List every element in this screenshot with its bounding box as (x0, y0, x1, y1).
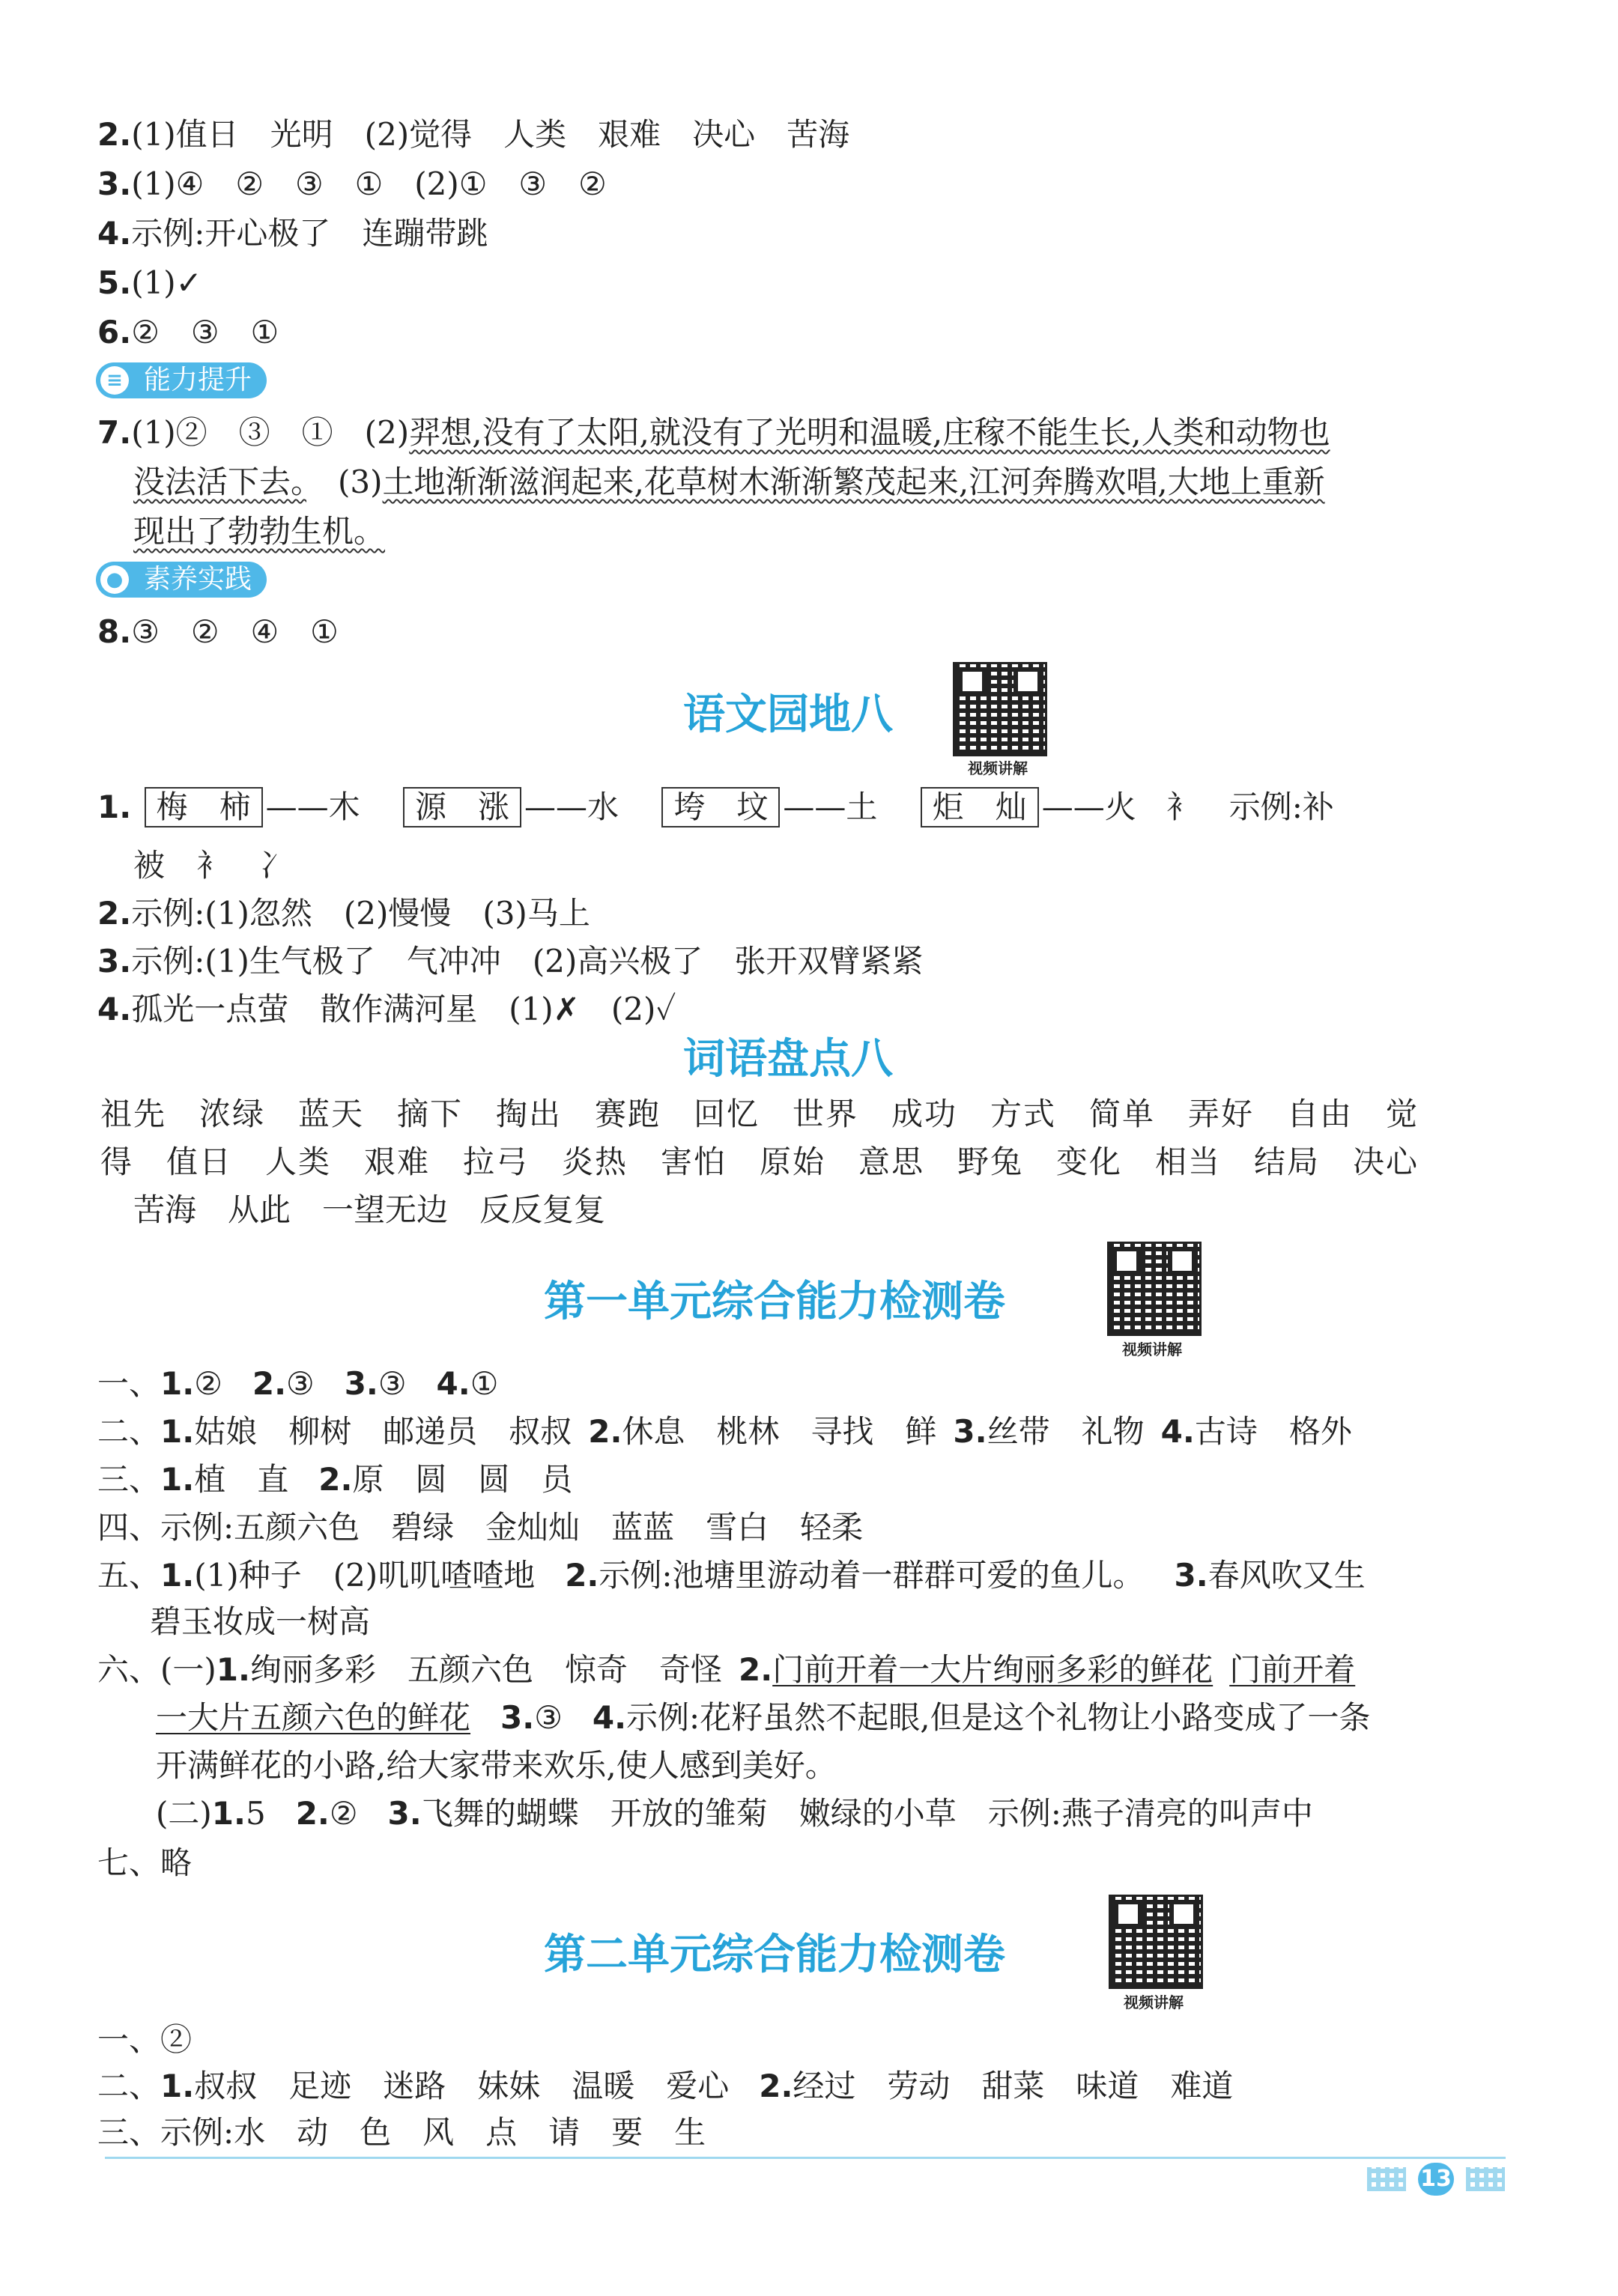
garden-line-2: 2.示例:(1)忽然 (2)慢慢 (3)马上 (97, 895, 590, 932)
footer-divider (105, 2157, 1506, 2159)
char-box: 源 涨 (403, 787, 521, 827)
qr-caption: 视频讲解 (1122, 1340, 1182, 1358)
page-number-badge (1367, 2163, 1509, 2196)
unit1-part-7: 七、略 (97, 1844, 193, 1881)
unit1-part-6-cont1: 一大片五颜六色的鲜花 3.③ 4.示例:花籽虽然不起眼,但是这个礼物让小路变成了一条 (156, 1699, 1371, 1736)
section-title-unit1: 第一单元综合能力检测卷 (544, 1278, 1005, 1326)
unit1-part-2: 二、1.姑娘 柳树 邮递员 叔叔 2.休息 桃林 寻找 鲜 3.丝带 礼物 4.古诗 格外 (97, 1413, 1352, 1450)
unit1-part-5-cont: 碧玉妆成一树高 (150, 1603, 371, 1640)
answer-line-5: 5.(1)✓ (97, 264, 202, 301)
word-row-3: 苦海 从此 一望无边 反反复复 (133, 1191, 606, 1228)
unit1-part-4: 四、示例:五颜六色 碧绿 金灿灿 蓝蓝 雪白 轻柔 (97, 1509, 864, 1546)
answer-line-7-cont2: 现出了勃勃生机。 (133, 513, 386, 550)
unit1-part-6-cont2: 开满鲜花的小路,给大家带来欢乐,使人感到美好。 (156, 1747, 837, 1784)
page-number: 13 (1418, 2163, 1454, 2196)
unit1-part-3: 三、1.植 直 2.原 圆 圆 员 (97, 1461, 573, 1498)
qr-code-icon[interactable] (953, 662, 1047, 756)
unit2-part-2: 二、1.叔叔 足迹 迷路 妹妹 温暖 爱心 2.经过 劳动 甜菜 味道 难道 (97, 2068, 1234, 2104)
unit2-part-1: 一、② (97, 2021, 193, 2058)
word-row-2: 得 值日 人类 艰难 拉弓 炎热 害怕 原始 意思 野兔 变化 相当 结局 决心 (100, 1144, 1419, 1180)
qr-code-icon[interactable] (1107, 1242, 1202, 1336)
unit1-part-5: 五、1.(1)种子 (2)叽叽喳喳地 2.示例:池塘里游动着一群群可爱的鱼儿。 3.春风吹又生 (97, 1557, 1366, 1594)
char-box: 炬 灿 (921, 787, 1039, 827)
char-box: 垮 坟 (661, 787, 780, 827)
section-title-words: 词语盘点八 (683, 1035, 893, 1084)
garden-line-1: 1. 梅 柿 ——木 源 涨 ——水 垮 坟 ——土 炬 灿 ——火 衤 示例:补 (97, 785, 1334, 830)
lightbulb-icon: ● (100, 565, 129, 594)
unit1-part-6-sub2: (二)1.5 2.② 3.飞舞的蝴蝶 开放的雏菊 嫩绿的小草 示例:燕子清亮的叫声中 (156, 1795, 1313, 1832)
grid-decoration (1466, 2167, 1505, 2191)
answer-line-3: 3.(1)④ ② ③ ① (2)① ③ ② (97, 165, 607, 202)
answer-line-4: 4.示例:开心极了 连蹦带跳 (97, 215, 488, 252)
section-title-unit2: 第二单元综合能力检测卷 (544, 1931, 1005, 1979)
unit2-part-3: 三、示例:水 动 色 风 点 请 要 生 (97, 2114, 706, 2151)
qr-caption: 视频讲解 (968, 759, 1028, 777)
answer-line-7-cont1: 没法活下去。 (3)土地渐渐滋润起来,花草树木渐渐繁茂起来,江河奔腾欢唱,大地上重新 (133, 464, 1325, 500)
garden-line-1-cont: 被 衤 冫 (133, 847, 291, 884)
grid-decoration (1367, 2167, 1406, 2191)
practice-badge: ● 素养实践 (96, 562, 267, 598)
unit1-part-1: 一、1.② 2.③ 3.③ 4.① (97, 1365, 499, 1402)
char-box: 梅 柿 (145, 787, 263, 827)
answer-line-8: 8.③ ② ④ ① (97, 613, 339, 650)
qr-caption: 视频讲解 (1124, 1993, 1184, 2011)
section-title-garden: 语文园地八 (683, 690, 893, 739)
garden-line-3: 3.示例:(1)生气极了 气冲冲 (2)高兴极了 张开双臂紧紧 (97, 943, 924, 980)
ability-badge: ≡ 能力提升 (96, 362, 267, 398)
word-row-1: 祖先 浓绿 蓝天 摘下 掏出 赛跑 回忆 世界 成功 方式 简单 弄好 自由 觉 (100, 1096, 1419, 1132)
answer-line-6: 6.② ③ ① (97, 314, 279, 350)
unit1-part-6: 六、(一)1.绚丽多彩 五颜六色 惊奇 奇怪 2.门前开着一大片绚丽多彩的鲜花 门前开着 (97, 1651, 1356, 1688)
garden-line-4: 4.孤光一点萤 散作满河星 (1)✗ (2)✓ (97, 991, 676, 1027)
book-icon: ≡ (100, 366, 129, 395)
qr-code-icon[interactable] (1109, 1895, 1203, 1989)
answer-line-2: 2.(1)值日 光明 (2)觉得 人类 艰难 决心 苦海 (97, 116, 850, 153)
answer-line-7: 7.(1)② ③ ① (2)羿想,没有了太阳,就没有了光明和温暖,庄稼不能生长,人类和动物也 (97, 414, 1330, 451)
